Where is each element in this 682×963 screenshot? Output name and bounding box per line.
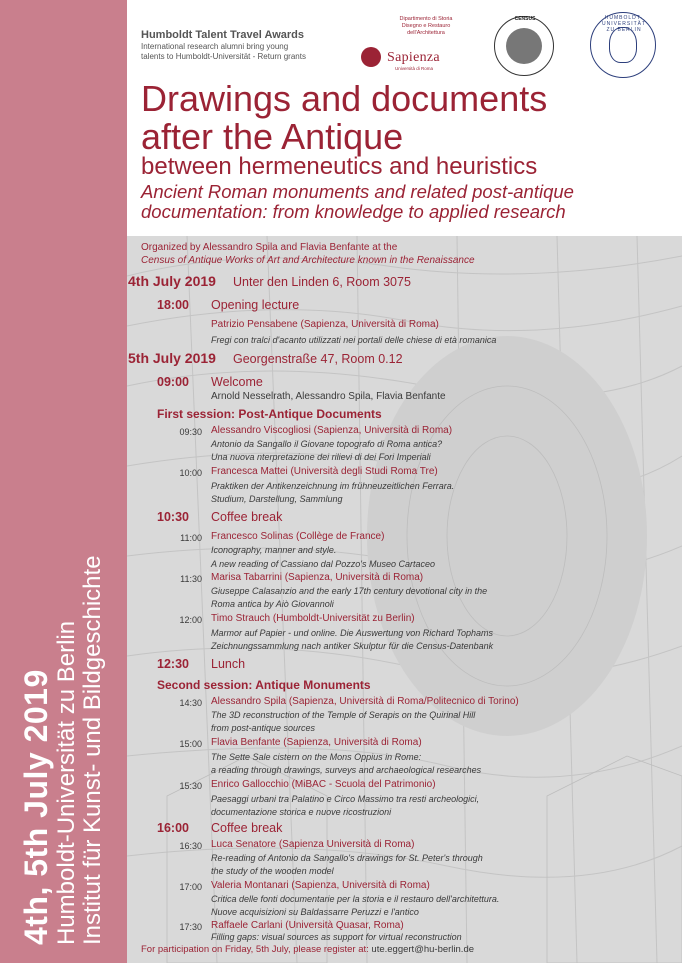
s2-talk-4a: Re-reading of Antonio da Sangallo's drawings for St. Peter's through bbox=[211, 853, 483, 863]
humboldt-logo bbox=[590, 12, 656, 78]
day1-speaker: Patrizio Pensabene (Sapienza, Università di Roma) bbox=[211, 319, 439, 330]
day1-location: Unter den Linden 6, Room 3075 bbox=[233, 275, 411, 289]
s1-speaker-4: Marisa Tabarrini (Sapienza, Università di Roma) bbox=[211, 572, 424, 583]
subtitle: between hermeneutics and heuristics bbox=[141, 153, 538, 180]
day2-date: 5th July 2019 bbox=[128, 350, 216, 366]
s2-speaker-6: Raffaele Carlani (Università Quasar, Roma) bbox=[211, 920, 404, 931]
organizers bbox=[141, 241, 671, 267]
coffee2-label: Coffee break bbox=[211, 821, 283, 835]
s2-talk-4b: the study of the wooden model bbox=[211, 866, 334, 876]
s1-time-4: 11:30 bbox=[180, 574, 202, 584]
registration-email[interactable]: ute.eggert@hu-berlin.de bbox=[371, 944, 475, 955]
subtitle-secondary-line-1: Ancient Roman monuments and related post-antique bbox=[141, 181, 574, 202]
page-title bbox=[141, 80, 671, 156]
award-block bbox=[141, 29, 351, 62]
s2-speaker-1: Alessandro Spila (Sapienza, Università di Roma/Politecnico di Torino) bbox=[211, 696, 519, 707]
subtitle-secondary bbox=[141, 182, 671, 222]
side-text bbox=[18, 385, 106, 945]
s1-speaker-3: Francesco Solinas (Collège de France) bbox=[211, 531, 385, 542]
side-dates: 4th, 5th July 2019 bbox=[18, 669, 54, 945]
s2-speaker-3: Enrico Gallocchio (MiBAC - Scuola del Patrimonio) bbox=[211, 779, 436, 790]
census-emblem-icon bbox=[506, 28, 542, 64]
lunch-label: Lunch bbox=[211, 657, 246, 671]
s2-time-5: 17:00 bbox=[179, 882, 202, 892]
coffee1-time: 10:30 bbox=[157, 510, 189, 524]
s1-time-2: 10:00 bbox=[179, 468, 202, 478]
s2-talk-2a: The Sette Sale cistern on the Mons Oppius in Rome: bbox=[211, 752, 422, 762]
sapienza-seal-icon bbox=[361, 47, 381, 67]
s1-talk-1a: Antonio da Sangallo il Giovane topografo di Roma antica? bbox=[211, 439, 443, 449]
s1-talk-5a: Marmor auf Papier - und online. Die Auswertung von Richard Tophams bbox=[211, 628, 493, 638]
award-subtitle-2: talents to Humboldt-Universität - Return grants bbox=[141, 52, 306, 61]
registration-footer bbox=[141, 944, 474, 955]
registration-text: For participation on Friday, 5th July, please register at: bbox=[141, 944, 369, 955]
s2-time-2: 15:00 bbox=[179, 739, 202, 749]
s2-time-6: 17:30 bbox=[179, 922, 202, 932]
s2-talk-1a: The 3D reconstruction of the Temple of Serapis on the Quirinal Hill bbox=[211, 710, 476, 720]
department-name bbox=[391, 16, 461, 37]
day2-location: Georgenstraße 47, Room 0.12 bbox=[233, 352, 403, 366]
s1-talk-2a: Praktiken der Antikenzeichnung im frühneuzeitlichen Ferrara. bbox=[211, 481, 455, 491]
day1-date: 4th July 2019 bbox=[128, 273, 216, 289]
s1-talk-2b: Studium, Darstellung, Sammlung bbox=[211, 494, 343, 504]
welcome-people: Arnold Nesselrath, Alessandro Spila, Flavia Benfante bbox=[211, 391, 446, 402]
session2-title: Second session: Antique Monuments bbox=[157, 678, 371, 692]
organizers-line-1: Organized by Alessandro Spila and Flavia Benfante at the bbox=[141, 242, 398, 253]
award-title: Humboldt Talent Travel Awards bbox=[141, 29, 304, 41]
day1-talk: Fregi con tralci d'acanto utilizzati nei portali delle chiese di età romanica bbox=[211, 335, 497, 345]
s1-talk-1b: Una nuova nterpretazione dei rilievi di dei Fori Imperiali bbox=[211, 452, 431, 462]
census-logo-text: CENSUS bbox=[514, 16, 536, 22]
s2-talk-3a: Paesaggi urbani tra Palatino e Circo Massimo tra resti archeologici, bbox=[211, 794, 480, 804]
s1-talk-3b: A new reading of Cassiano dal Pozzo's Museo Cartaceo bbox=[211, 559, 436, 569]
s2-talk-3b: documentazione storica e nuove ricostruzioni bbox=[211, 807, 392, 817]
s1-talk-4b: Roma antica by Aiò Giovannoli bbox=[211, 599, 334, 609]
day1-label: Opening lecture bbox=[211, 298, 300, 312]
s2-speaker-2: Flavia Benfante (Sapienza, Università di Roma) bbox=[211, 737, 422, 748]
s2-time-1: 14:30 bbox=[179, 698, 202, 708]
lunch-time: 12:30 bbox=[157, 657, 189, 671]
session1-title: First session: Post-Antique Documents bbox=[157, 407, 382, 421]
department-line-3: dell'Architettura bbox=[407, 30, 445, 36]
welcome-label: Welcome bbox=[211, 375, 263, 389]
s1-speaker-2: Francesca Mattei (Università degli Studi Roma Tre) bbox=[211, 466, 438, 477]
s1-talk-5b: Zeichnungssammlung nach antiker Skulptur für die Census-Datenbank bbox=[211, 641, 494, 651]
award-subtitle-1: International research alumni bring young bbox=[141, 42, 289, 51]
s1-talk-4a: Giuseppe Calasanzio and the early 17th century devotional city in the bbox=[211, 586, 488, 596]
s2-time-3: 15:30 bbox=[179, 781, 202, 791]
subtitle-secondary-line-2: documentation: from knowledge to applied research bbox=[141, 201, 566, 222]
s2-talk-1b: from post-antique sources bbox=[211, 723, 316, 733]
s2-talk-5b: Nuove acquisizioni su Baldassarre Peruzzi e l'antico bbox=[211, 907, 419, 917]
coffee2-time: 16:00 bbox=[157, 821, 189, 835]
humboldt-portrait-icon bbox=[609, 27, 637, 63]
s1-time-1: 09:30 bbox=[179, 427, 202, 437]
s1-speaker-5: Timo Strauch (Humboldt-Universität zu Berlin) bbox=[211, 613, 415, 624]
s1-speaker-1: Alessandro Viscogliosi (Sapienza, Università di Roma) bbox=[211, 425, 453, 436]
organizers-line-2: Census of Antique Works of Art and Architecture known in the Renaissance bbox=[141, 255, 475, 266]
title-line-2: after the Antique bbox=[141, 116, 404, 157]
sapienza-logo bbox=[361, 16, 461, 74]
s2-talk-6a: Filling gaps: visual sources as support for virtual reconstruction bbox=[211, 932, 462, 942]
s2-speaker-5: Valeria Montanari (Sapienza, Università di Roma) bbox=[211, 880, 430, 891]
s2-speaker-4: Luca Senatore (Sapienza Università di Roma) bbox=[211, 839, 415, 850]
sapienza-wordmark: Sapienza bbox=[387, 50, 440, 65]
sapienza-subtitle: Università di Roma bbox=[395, 66, 434, 71]
census-logo bbox=[494, 16, 554, 76]
day1-time: 18:00 bbox=[157, 298, 189, 312]
s2-talk-5a: Critica delle fonti documentarie per la storia e il restauro dell'architettura. bbox=[211, 894, 500, 904]
humboldt-logo-text: HUMBOLDT-UNIVERSITÄT ZU BERLIN bbox=[601, 15, 647, 33]
side-university: Humboldt-Universität zu Berlin bbox=[53, 620, 80, 945]
welcome-time: 09:00 bbox=[157, 375, 189, 389]
department-line-1: Dipartimento di Storia bbox=[399, 16, 453, 22]
coffee1-label: Coffee break bbox=[211, 510, 283, 524]
s2-time-4: 16:30 bbox=[179, 841, 202, 851]
department-line-2: Disegno e Restauro bbox=[401, 23, 451, 29]
s1-time-5: 12:00 bbox=[179, 615, 202, 625]
title-line-1: Drawings and documents bbox=[141, 78, 548, 119]
s2-talk-2b: a reading through drawings, surveys and archaeological researches bbox=[211, 765, 482, 775]
side-institute: Institut für Kunst- und Bildgeschichte bbox=[79, 555, 106, 945]
s1-time-3: 11:00 bbox=[180, 533, 202, 543]
s1-talk-3a: Iconography, manner and style. bbox=[211, 545, 337, 555]
